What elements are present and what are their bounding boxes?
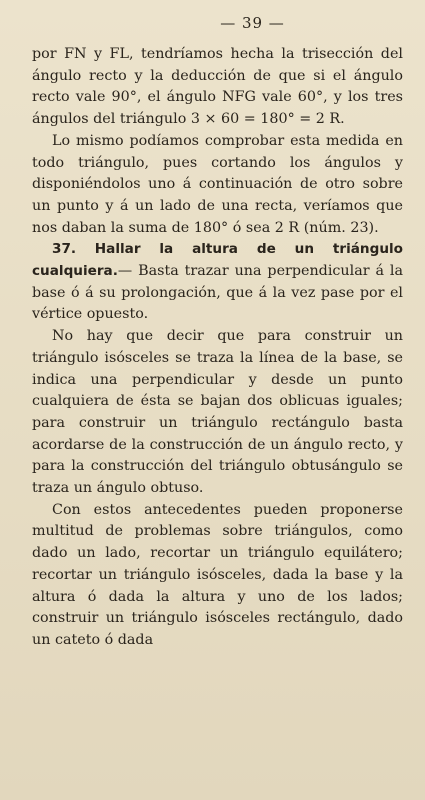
paragraph-problems: Con estos antecedentes pueden proponerse multitud de problemas sobre triángulos, como dado un lado, recortar un triángulo equilátero; recortar un triángulo isósceles, dada la base y la altura ó dada la altura y uno de los lados; construir un triángulo isósceles rectángulo, dado un cateto ó dada bbox=[32, 501, 403, 648]
section-number: 37. bbox=[52, 241, 77, 258]
paragraph-triangle-sum: Lo mismo podíamos comprobar esta medida en todo triángulo, pues cortando los ángulos y disponiéndolos uno á continuación de otro sobre un punto y á un lado de una recta, veríamos que nos daban la suma de 180° ó sea 2 R (núm. 23). bbox=[32, 132, 403, 236]
page-number: — 39 — bbox=[220, 14, 285, 32]
section-title: Hallar la altura de un triángulo cualquiera. bbox=[32, 241, 403, 280]
paragraph-constructions: No hay que decir que para construir un triángulo isósceles se traza la línea de la base, se indica una perpendicular y desde un punto cualquiera de ésta se bajan dos oblicuas iguales; para construir un triángulo rectángulo basta acordarse de la construcción de un ángulo recto, y para la construcción del triángulo obtusángulo se traza un ángulo obtuso. bbox=[32, 328, 403, 497]
paragraph-trisection: por FN y FL, tendríamos hecha la trisección del ángulo recto y la deducción de que si el ángulo recto vale 90°, el ángulo NFG vale 60°, y los tres ángulos del triángulo 3 × 60 = 180° = 2 R. bbox=[32, 46, 403, 128]
section-body: — Basta trazar una perpendicular á la base ó á su prolongación, que á la vez pase por el vértice opuesto. bbox=[32, 263, 403, 323]
section-37 bbox=[32, 239, 403, 326]
